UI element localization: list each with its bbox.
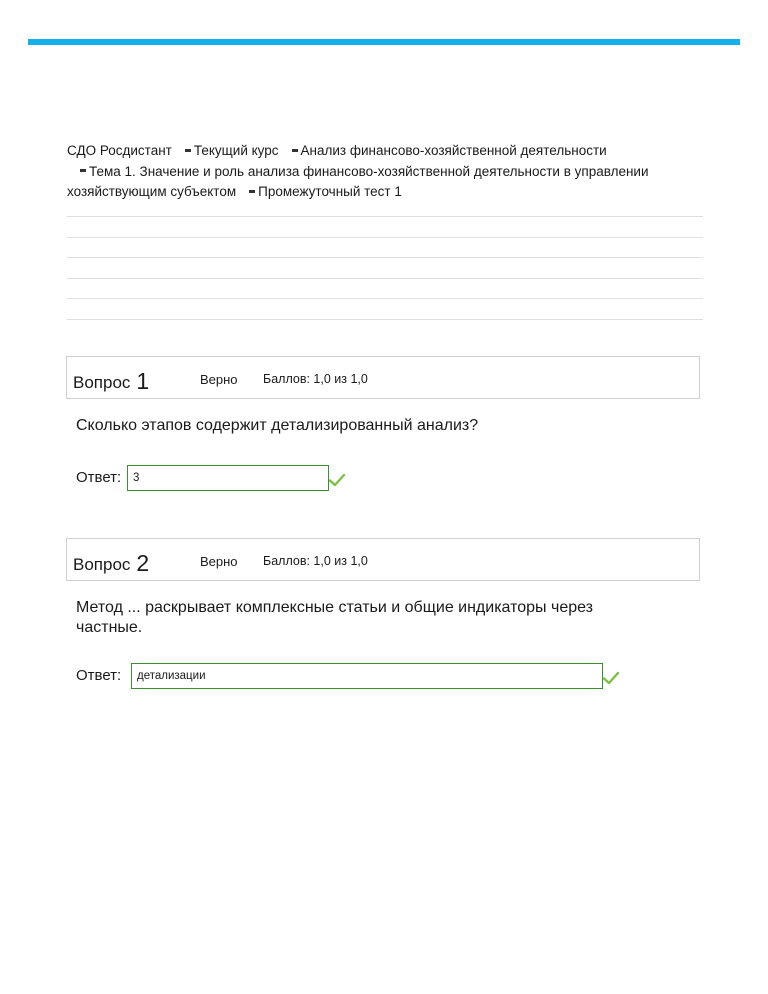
question-1-text: Сколько этапов содержит детализированный анализ? [76, 417, 479, 434]
top-accent-bar [28, 39, 740, 45]
question-title: Вопрос 1 [73, 368, 150, 394]
checkmark-icon [603, 671, 619, 685]
question-state: Верно [200, 372, 238, 387]
breadcrumb [67, 141, 703, 203]
breadcrumb-item-quiz[interactable]: Промежуточный тест 1 [258, 184, 402, 199]
divider-lines [67, 216, 703, 339]
question-2-text: Метод ... раскрывает комплексные статьи и общие индикаторы через частные. [76, 599, 594, 636]
question-state: Верно [200, 554, 238, 569]
divider [67, 298, 703, 299]
breadcrumb-separator-icon [185, 149, 191, 152]
divider [67, 319, 703, 320]
breadcrumb-item-current-course[interactable]: Текущий курс [193, 143, 279, 158]
answer-1-input[interactable] [127, 465, 329, 491]
question-title: Вопрос 2 [73, 550, 150, 576]
divider [67, 257, 703, 258]
breadcrumb-separator-icon [249, 190, 255, 193]
question-number: 2 [136, 550, 150, 576]
answer-2-label: Ответ: [76, 667, 122, 684]
question-grade: Баллов: 1,0 из 1,0 [263, 372, 368, 386]
divider [67, 278, 703, 279]
question-number: 1 [136, 368, 150, 394]
breadcrumb-separator-icon [80, 169, 86, 172]
question-2-header [66, 538, 700, 581]
answer-2-input[interactable] [131, 663, 603, 689]
breadcrumb-item-course[interactable]: Анализ финансово-хозяйственной деятельности [300, 143, 607, 158]
divider [67, 237, 703, 238]
divider [67, 216, 703, 217]
checkmark-icon [329, 473, 345, 487]
breadcrumb-item-home[interactable]: СДО Росдистант [67, 143, 172, 158]
question-grade: Баллов: 1,0 из 1,0 [263, 554, 368, 568]
question-1-header [66, 356, 700, 399]
breadcrumb-separator-icon [292, 149, 298, 152]
breadcrumb-item-topic[interactable]: Тема 1. Значение и роль анализа финансово-хозяйственной деятельности в управлении хозяйствующим субъектом [67, 163, 649, 199]
answer-1-label: Ответ: [76, 469, 122, 486]
